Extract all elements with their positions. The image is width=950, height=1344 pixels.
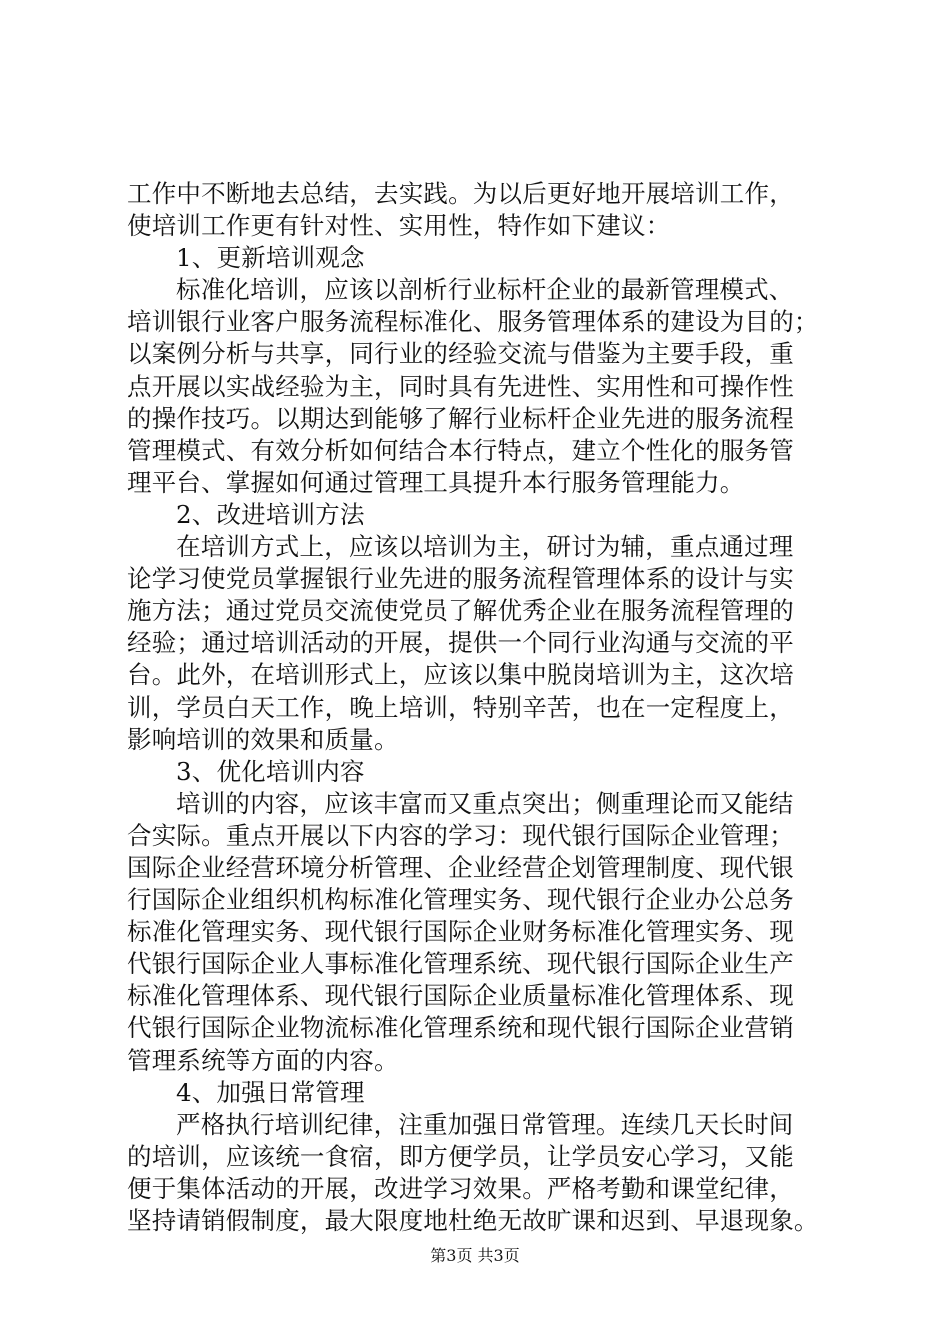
text-line: 理平台、掌握如何通过管理工具提升本行服务管理能力。 xyxy=(127,467,745,497)
text-line: 便于集体活动的开展，改进学习效果。严格考勤和课堂纪律， xyxy=(127,1173,794,1203)
text-line: 影响培训的效果和质量。 xyxy=(127,724,399,754)
text-line: 2、改进培训方法 xyxy=(176,499,365,529)
text-line: 使培训工作更有针对性、实用性，特作如下建议： xyxy=(127,211,671,241)
text-line: 标准化培训，应该以剖析行业标杆企业的最新管理模式、 xyxy=(176,275,794,305)
text-line: 代银行国际企业物流标准化管理系统和现代银行国际企业营销 xyxy=(127,1013,794,1043)
text-line: 训，学员白天工作，晚上培训，特别辛苦，也在一定程度上， xyxy=(127,692,794,722)
document-body xyxy=(127,178,837,1237)
text-line: 国际企业经营环境分析管理、企业经营企划管理制度、现代银 xyxy=(127,852,794,882)
text-line: 经验；通过培训活动的开展，提供一个同行业沟通与交流的平 xyxy=(127,628,794,658)
text-line: 标准化管理体系、现代银行国际企业质量标准化管理体系、现 xyxy=(127,981,794,1011)
text-line: 论学习使党员掌握银行业先进的服务流程管理体系的设计与实 xyxy=(127,564,794,594)
text-line: 4、加强日常管理 xyxy=(176,1077,365,1107)
text-line: 1、更新培训观念 xyxy=(176,243,365,273)
text-line: 管理模式、有效分析如何结合本行特点，建立个性化的服务管 xyxy=(127,435,794,465)
text-line: 3、优化培训内容 xyxy=(176,756,365,786)
text-line: 行国际企业组织机构标准化管理实务、现代银行企业办公总务 xyxy=(127,885,794,915)
page-footer: 第3页 共3页 xyxy=(430,1246,520,1265)
text-line: 以案例分析与共享，同行业的经验交流与借鉴为主要手段，重 xyxy=(127,339,794,369)
text-line: 台。此外，在培训形式上，应该以集中脱岗培训为主，这次培 xyxy=(127,660,794,690)
text-line: 工作中不断地去总结，去实践。为以后更好地开展培训工作， xyxy=(127,179,794,208)
text-line: 的培训，应该统一食宿，即方便学员，让学员安心学习，又能 xyxy=(127,1141,794,1171)
text-line: 代银行国际企业人事标准化管理系统、现代银行国际企业生产 xyxy=(127,949,794,979)
text-line: 严格执行培训纪律，注重加强日常管理。连续几天长时间 xyxy=(176,1109,794,1139)
text-line: 培训银行业客户服务流程标准化、服务管理体系的建设为目的； xyxy=(127,307,819,337)
text-line: 管理系统等方面的内容。 xyxy=(127,1045,399,1075)
text-line: 的操作技巧。以期达到能够了解行业标杆企业先进的服务流程 xyxy=(127,403,794,433)
text-line: 标准化管理实务、现代银行国际企业财务标准化管理实务、现 xyxy=(127,917,794,947)
text-line: 合实际。重点开展以下内容的学习：现代银行国际企业管理； xyxy=(127,820,794,850)
text-line: 点开展以实战经验为主，同时具有先进性、实用性和可操作性 xyxy=(127,371,794,401)
text-line: 在培训方式上，应该以培训为主，研讨为辅，重点通过理 xyxy=(176,532,794,562)
text-line: 坚持请销假制度，最大限度地杜绝无故旷课和迟到、早退现象。 xyxy=(127,1206,819,1235)
text-line: 施方法；通过党员交流使党员了解优秀企业在服务流程管理的 xyxy=(127,596,794,626)
text-line: 培训的内容，应该丰富而又重点突出；侧重理论而又能结 xyxy=(176,788,794,818)
